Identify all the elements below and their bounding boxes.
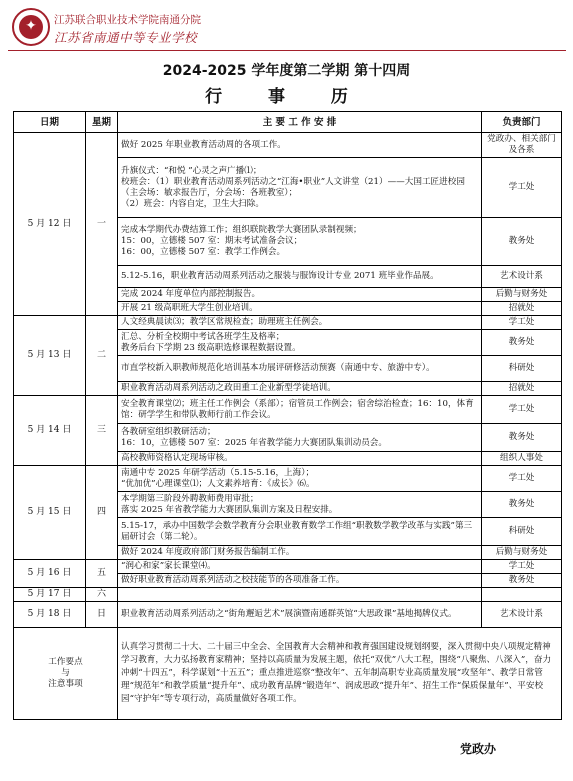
dept-cell: 科研处 — [482, 356, 562, 382]
dept-cell: 组织人事处 — [482, 452, 562, 466]
schedule-body — [14, 133, 562, 720]
school-name-line1: 江苏联合职业技术学院南通分院 — [54, 14, 201, 26]
dept-cell: 学工处 — [482, 396, 562, 424]
date-cell: 5 月 12 日 — [14, 133, 86, 316]
weekday-cell: 四 — [86, 466, 118, 560]
task-cell: 完成 2024 年度单位内部控制报告。 — [118, 288, 482, 302]
dept-cell: 教务处 — [482, 574, 562, 588]
school-name-line2: 江苏省南通中等专业学校 — [54, 30, 198, 45]
dept-cell: 后勤与财务处 — [482, 546, 562, 560]
page-title: 2024-2025 学年度第二学期 第十四周 — [162, 63, 411, 79]
task-cell: 做好职业教育活动周系列活动之校技能节的各项准备工作。 — [118, 574, 482, 588]
task-cell: 安全教育课堂⑵；班主任工作例会（系部）；宿管员工作例会；宿舍综治检查；16：10，体育馆：研学学生和带队教师行前工作会议。 — [118, 396, 482, 424]
table-row — [14, 396, 562, 424]
dept-cell: 教务处 — [482, 492, 562, 518]
page-subtitle: 行 事 历 — [205, 87, 368, 107]
weekday-cell: 二 — [86, 316, 118, 396]
logo-emblem-icon: ✦ — [25, 18, 37, 34]
task-cell: 南通中专 2025 年研学活动（5.15-5.16，上海）； “优加优”心理课堂⑴；人文素养培育：《成长》⑹。 — [118, 466, 482, 492]
task-cell: 人文经典晨读⑶；教学区常规检查；助理班主任例会。 — [118, 316, 482, 330]
date-cell: 5 月 16 日 — [14, 560, 86, 588]
task-cell: 升旗仪式：“和悦 ”心灵之声广播⑴； 校班会：（1）职业教育活动周系列活动之“江海•职业”人文讲堂（21）——大国工匠进校园（主会场：敏求报告厅，分会场：各班教室）； （2）班会：内容自定，卫生大扫除。 — [118, 158, 482, 218]
table-header-row — [14, 112, 562, 133]
dept-cell: 后勤与财务处 — [482, 288, 562, 302]
school-logo — [12, 8, 50, 46]
schedule-table — [13, 111, 562, 720]
dept-cell: 教务处 — [482, 218, 562, 266]
dept-cell: 学工处 — [482, 316, 562, 330]
notes-label: 工作要点 与 注意事项 — [14, 628, 118, 720]
dept-cell: 艺术设计系 — [482, 602, 562, 628]
weekday-cell: 日 — [86, 602, 118, 628]
table-row — [14, 560, 562, 574]
dept-cell: 招就处 — [482, 382, 562, 396]
date-cell: 5 月 14 日 — [14, 396, 86, 466]
signature: 党政办 — [460, 742, 497, 756]
table-row — [14, 316, 562, 330]
notes-row — [14, 628, 562, 720]
date-cell: 5 月 17 日 — [14, 588, 86, 602]
dept-cell: 科研处 — [482, 518, 562, 546]
task-cell: 做好 2025 年职业教育活动周的各项工作。 — [118, 133, 482, 158]
column-header-tasks: 主 要 工 作 安 排 — [118, 112, 482, 133]
task-cell: 完成本学期代办费结算工作；组织联院教学大赛团队录制视频； 15：00，立德楼 507 室：期末考试准备会议； 16：00，立德楼 507 室：教学工作例会。 — [118, 218, 482, 266]
task-cell: 开展 21 级高职班大学生创业培训。 — [118, 302, 482, 316]
dept-cell: 学工处 — [482, 560, 562, 574]
weekday-cell: 三 — [86, 396, 118, 466]
dept-cell: 学工处 — [482, 158, 562, 218]
task-cell: 5.12-5.16，职业教育活动周系列活动之服装与服饰设计专业 2071 班毕业作品展。 — [118, 266, 482, 288]
task-cell: 高校教师资格认定现场审核。 — [118, 452, 482, 466]
date-cell: 5 月 15 日 — [14, 466, 86, 560]
task-cell — [118, 588, 482, 602]
task-cell: 5.15-17，承办中国数学会数学教育分会职业教育数学工作组“职教数学教学改革与实践”第三届研讨会（第二轮）。 — [118, 518, 482, 546]
header-divider — [8, 50, 566, 51]
weekday-cell: 五 — [86, 560, 118, 588]
task-cell: 市直学校新入职教师规范化培训基本功展评研修活动预赛（南通中专、旅游中专）。 — [118, 356, 482, 382]
date-cell: 5 月 18 日 — [14, 602, 86, 628]
notes-text: 认真学习贯彻二十大、二十届三中全会、全国教育大会精神和教育强国建设规划纲要，深入贯彻中央八项规定精神学习教育，大力弘扬教育家精神；坚持以高质量为发展主题，依托“双优”八大工程，围绕“八聚焦、八深入”，奋力冲刺“十四五”，科学谋划“十五五”；重点推进巡察“整改年”、五年制高职专业高质量发展“攻坚年”、教学日常管理“规范年”和教学质量“提升年”、成功教育品牌“锻造年”、润成思政“提升年”、招生工作“保质保量年”、平安校园“守护年”等专项行动，高质量做好各项工作。 — [118, 628, 562, 720]
column-header-weekday: 星期 — [86, 112, 118, 133]
weekday-cell: 一 — [86, 133, 118, 316]
task-cell: 职业教育活动周系列活动之政田重工企业新型学徒培训。 — [118, 382, 482, 396]
column-header-date: 日期 — [14, 112, 86, 133]
task-cell: 各教研室组织教研活动； 16：10，立德楼 507 室：2025 年省教学能力大赛团队集训动员会。 — [118, 424, 482, 452]
task-cell: 汇总、分析全校期中考试各班学生及格率； 教务后台下学期 23 级高职选修课程数据设置。 — [118, 330, 482, 356]
table-row — [14, 466, 562, 492]
column-header-dept: 负责部门 — [482, 112, 562, 133]
dept-cell: 党政办、相关部门及各系 — [482, 133, 562, 158]
table-row — [14, 602, 562, 628]
weekday-cell: 六 — [86, 588, 118, 602]
date-cell: 5 月 13 日 — [14, 316, 86, 396]
dept-cell: 艺术设计系 — [482, 266, 562, 288]
task-cell: 本学期第三阶段外聘教师费用审批； 落实 2025 年省教学能力大赛团队集训方案及日程安排。 — [118, 492, 482, 518]
table-row — [14, 588, 562, 602]
task-cell: 职业教育活动周系列活动之“街角邂逅艺术”展演暨南通群英馆“大思政课”基地揭牌仪式。 — [118, 602, 482, 628]
task-cell: “润心和家”家长课堂⑷。 — [118, 560, 482, 574]
dept-cell: 招就处 — [482, 302, 562, 316]
dept-cell: 教务处 — [482, 330, 562, 356]
table-row — [14, 133, 562, 158]
dept-cell: 教务处 — [482, 424, 562, 452]
dept-cell: 学工处 — [482, 466, 562, 492]
school-header — [8, 6, 268, 50]
dept-cell — [482, 588, 562, 602]
task-cell: 做好 2024 年度政府部门财务报告编制工作。 — [118, 546, 482, 560]
